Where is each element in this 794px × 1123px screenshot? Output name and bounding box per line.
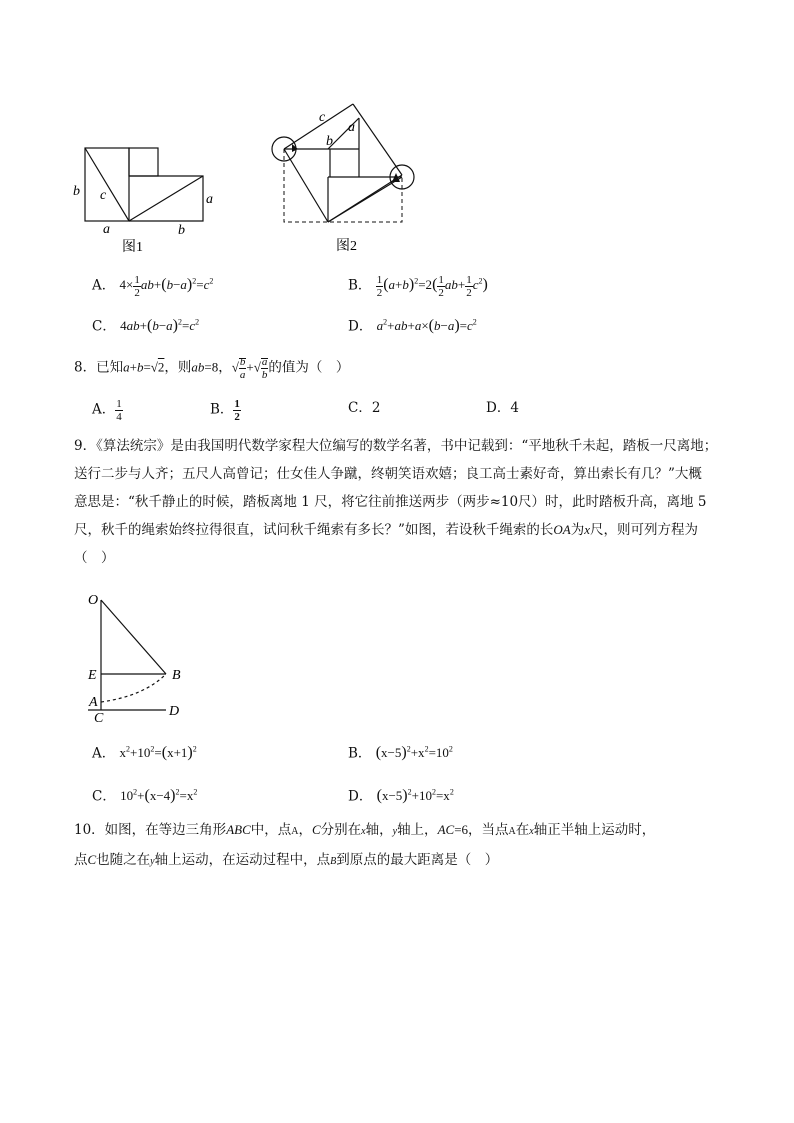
q10-l1h: 在 [515,822,530,838]
fig1-label-a-bottom: a [103,222,110,237]
fig2-label-a: a [348,120,355,135]
q7-option-a: A． 4× $\frac{1}{2}$ $ab+(b-a)^2=c^2$ [92,273,214,299]
q9-line-5: （ ） [74,550,115,566]
q9-line-4c: 尺，则可列方程为 [590,522,699,538]
fig2-label-b: b [326,134,333,149]
q8-option-a-label: A． [92,401,116,418]
q9-point-d: D [169,704,180,719]
q9-point-c: C [94,711,104,724]
q10-l2a: 点 [74,852,88,868]
q9-stem [74,432,734,572]
fig1-label-c: c [100,188,107,203]
q7-option-c-label: C． [92,318,116,335]
q10-l1c: ， [298,822,312,838]
q10-line-1: 10．如图，在等边三角形ABC中，点A，C分别在x轴，y轴上，AC=6，当点A在x轴正半轴上运动时， [74,822,656,838]
q7-option-a-label: A． [92,277,116,294]
q9-line-1: 9．《算法统宗》是由我国明代数学家程大位编写的数学名著，书中记载到：“平地秋千未起，踏板一尺离地； [74,438,718,454]
q8-option-a: A． $\frac{1}{4}$ [92,398,122,423]
q9-line-2: 送行二步与人齐；五尺人高曾记；仕女佳人争蹴，终朝笑语欢嬉；良工高士素好奇，算出索长有几？”大概 [74,466,702,482]
q7-option-c: C． $4ab+(b-a)^2=c^2$ [92,317,200,335]
fig1-label-a: a [206,192,213,207]
q10-line-2: 点C也随之在y轴上运动，在运动过程中，点B到原点的最大距离是（ ） [74,852,499,868]
q10-l1f: 轴上， [397,822,438,838]
q9-option-d-label: D． [348,788,373,805]
q7-option-d: D． $a^2+ab+a\times(b-a)=c^2$ [348,317,477,335]
q10-l2d: 到原点的最大距离是（ ） [336,852,499,868]
fig1-caption: 图1 [122,240,143,255]
fig1-label-b-bottom: b [178,223,185,238]
q9-option-c-label: C． [92,788,116,805]
q9-line-3: 意思是：“秋千静止的时候，踏板离地 1 尺，将它往前推送两步（两步≈10尺）时，此时踏板升高，离地 5 [74,494,707,510]
q9-option-c: C． $10^2+(x-4)^2=x^2$ [92,787,198,805]
q8-prefix: 8．已知 [74,359,124,376]
q10-l1g: ，当点 [468,822,509,838]
q8-option-d: D．4 [486,400,519,416]
q9-point-a: A [89,695,98,710]
q7-option-b-label: B． [348,277,372,294]
q9-point-o: O [88,593,99,608]
q9-swing-figure [84,588,194,724]
q7-option-d-label: D． [348,318,373,335]
fig2-label-c: c [319,110,326,125]
q8-stem: 8．已知a+b=√2，则ab=8，√ $\frac{b}{a}$ +√ $\frac{a}{b}$ 的值为（ ） [74,356,350,381]
q9-point-b: B [172,668,181,683]
q9-point-e: E [88,668,97,683]
fig1-label-b-left: b [73,184,80,199]
q9-line-4: 尺，秋千的绳索始终拉得很直，试问秋千绳索有多长？”如图，若设秋千绳索的长OA为x尺，则可列方程为 [74,522,699,538]
q10-l1d: 分别在 [320,822,362,838]
q8-option-c: C．2 [348,400,381,416]
q10-l1a: 10．如图，在等边三角形 [74,822,227,838]
q9-line-4b: 为 [570,522,585,538]
q10-l1e: 轴， [365,822,393,838]
q9-option-a-label: A． [92,745,116,762]
q9-option-d: D． $(x-5)^2+10^2=x^2$ [348,787,454,805]
figure-2 [264,96,424,258]
q10-l1b: 中，点 [250,822,292,838]
q8-option-b: B． $\frac{1}{2}$ [210,398,240,423]
q10-stem [74,816,744,876]
q9-line-4a: 尺，秋千的绳索始终拉得很直，试问秋千绳索有多长？”如图，若设秋千绳索的长 [74,522,554,538]
q9-option-b: B． $(x-5)^2+x^2=10^2$ [348,744,453,762]
fig2-caption: 图2 [336,239,357,254]
q10-l2c: 轴上运动，在运动过程中，点 [154,852,331,868]
q10-l1i: 轴正半轴上运动时， [533,822,656,838]
q7-option-b: B． $\frac{1}{2}$ $(a+b)^2=2$( $\frac{1}{2}$ ab+ $\frac{1}{2}$ $c^2$) [348,273,488,299]
q8-option-b-label: B． [210,401,234,418]
figure-1 [66,140,226,260]
q8-suffix: 的值为（ ） [268,359,350,376]
q9-option-a: A． $x^2+10^2=(x+1)^2$ [92,744,197,762]
q10-l2b: 也随之在 [96,852,151,868]
q9-option-b-label: B． [348,745,372,762]
q8-mid: ，则 [164,359,192,376]
